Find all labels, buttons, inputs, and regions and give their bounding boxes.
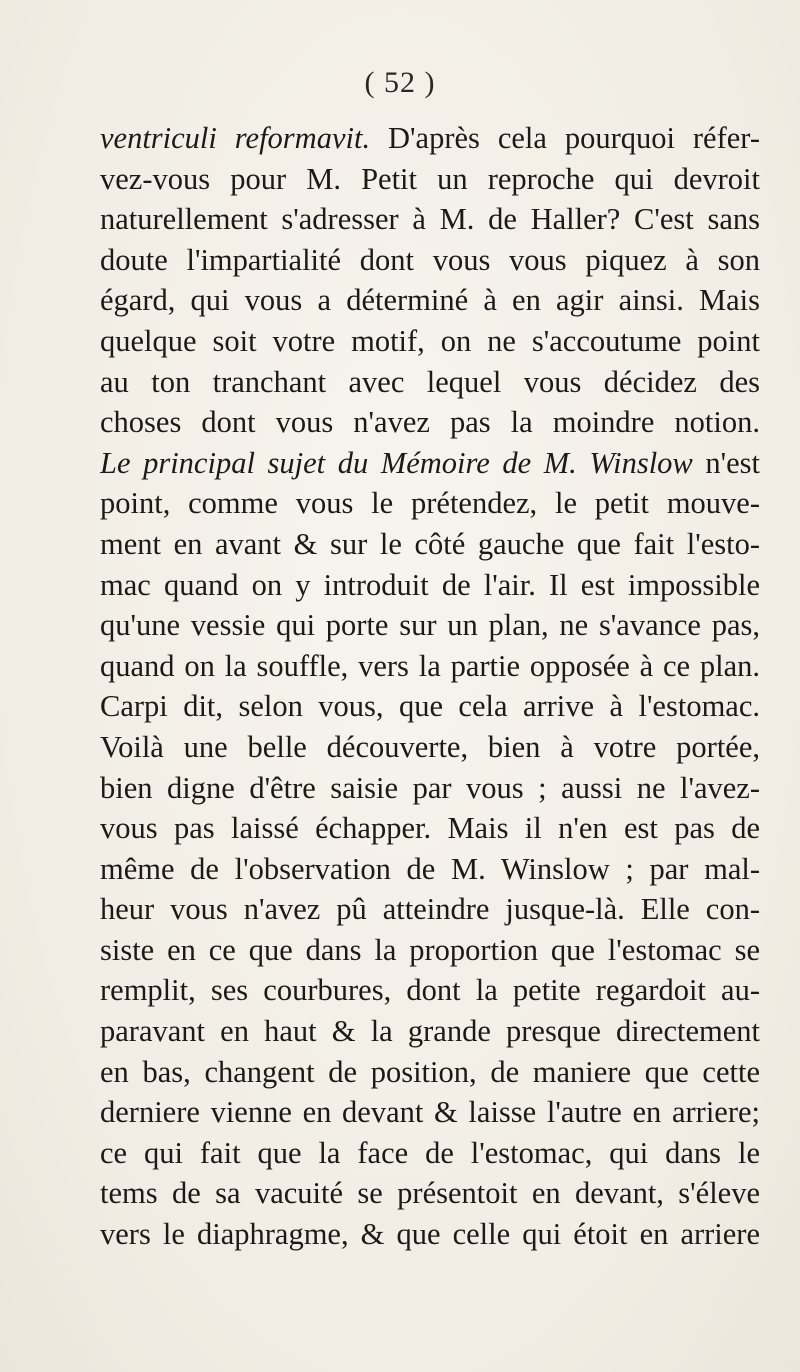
text-line bbox=[100, 280, 760, 321]
text-line bbox=[100, 1052, 760, 1093]
text-line bbox=[100, 1011, 760, 1052]
text-line bbox=[100, 808, 760, 849]
text-line bbox=[100, 1214, 760, 1255]
text-line bbox=[100, 768, 760, 809]
text-line bbox=[100, 970, 760, 1011]
roman-text: quelque soit votre motif, on ne s'accoutume point bbox=[100, 323, 760, 358]
roman-text: doute l'impartialité dont vous vous piquez à son bbox=[100, 242, 760, 277]
page-number: ( 52 ) bbox=[364, 66, 436, 99]
roman-text: vers le diaphragme, & que celle qui étoit en arriere bbox=[100, 1217, 760, 1252]
roman-text: choses dont vous n'avez pas la moindre notion. bbox=[100, 405, 760, 440]
roman-text: derniere vienne en devant & laisse l'autre en arriere; bbox=[100, 1095, 760, 1130]
roman-text: vous pas laissé échapper. Mais il n'en est pas de bbox=[100, 811, 760, 846]
text-line bbox=[100, 483, 760, 524]
body-text bbox=[100, 118, 760, 1255]
text-line bbox=[100, 727, 760, 768]
roman-text: en bas, changent de position, de maniere que cette bbox=[100, 1054, 760, 1089]
italic-text: Le principal sujet du Mémoire de M. Winslow bbox=[100, 445, 693, 480]
roman-text: vez-vous pour M. Petit un reproche qui devroit bbox=[100, 161, 760, 196]
text-line bbox=[100, 524, 760, 565]
roman-text: heur vous n'avez pû atteindre jusque-là. Elle con- bbox=[100, 892, 760, 927]
text-line bbox=[100, 605, 760, 646]
roman-text: tems de sa vacuité se présentoit en devant, s'éleve bbox=[100, 1176, 760, 1211]
roman-text: siste en ce que dans la proportion que l'estomac se bbox=[100, 932, 760, 967]
roman-text: quand on la souffle, vers la partie opposée à ce plan. bbox=[100, 648, 760, 683]
roman-text: naturellement s'adresser à M. de Haller? C'est sans bbox=[100, 202, 760, 237]
text-line bbox=[100, 118, 760, 159]
roman-text: Carpi dit, selon vous, que cela arrive à l'estomac. bbox=[100, 689, 760, 724]
text-line bbox=[100, 443, 760, 484]
roman-text: au ton tranchant avec lequel vous décidez des bbox=[100, 364, 760, 399]
roman-text: ce qui fait que la face de l'estomac, qui dans le bbox=[100, 1135, 760, 1170]
text-line bbox=[100, 362, 760, 403]
text-line bbox=[100, 321, 760, 362]
text-line bbox=[100, 159, 760, 200]
text-line bbox=[100, 889, 760, 930]
roman-text: D'après cela pourquoi réfer- bbox=[370, 121, 760, 155]
roman-text: n'est bbox=[692, 445, 760, 480]
text-line bbox=[100, 199, 760, 240]
roman-text: ment en avant & sur le côté gauche que fait l'esto- bbox=[100, 526, 760, 561]
text-line bbox=[100, 686, 760, 727]
text-line bbox=[100, 849, 760, 890]
text-line bbox=[100, 1092, 760, 1133]
italic-text: ventriculi reformavit. bbox=[100, 121, 371, 155]
text-line bbox=[100, 240, 760, 281]
roman-text: égard, qui vous a déterminé à en agir ainsi. Mais bbox=[100, 283, 760, 318]
roman-text: point, comme vous le prétendez, le petit mouve- bbox=[100, 486, 760, 521]
text-line bbox=[100, 930, 760, 971]
roman-text: bien digne d'être saisie par vous ; aussi ne l'avez- bbox=[100, 770, 760, 805]
roman-text: même de l'observation de M. Winslow ; par mal- bbox=[100, 851, 760, 886]
text-line bbox=[100, 646, 760, 687]
roman-text: qu'une vessie qui porte sur un plan, ne s'avance pas, bbox=[100, 608, 760, 643]
text-line bbox=[100, 1133, 760, 1174]
text-line bbox=[100, 1173, 760, 1214]
text-line bbox=[100, 565, 760, 606]
roman-text: mac quand on y introduit de l'air. Il est impossible bbox=[100, 567, 760, 602]
roman-text: paravant en haut & la grande presque directement bbox=[100, 1014, 760, 1049]
roman-text: remplit, ses courbures, dont la petite regardoit au- bbox=[100, 973, 760, 1008]
text-line bbox=[100, 402, 760, 443]
roman-text: Voilà une belle découverte, bien à votre portée, bbox=[100, 729, 760, 764]
